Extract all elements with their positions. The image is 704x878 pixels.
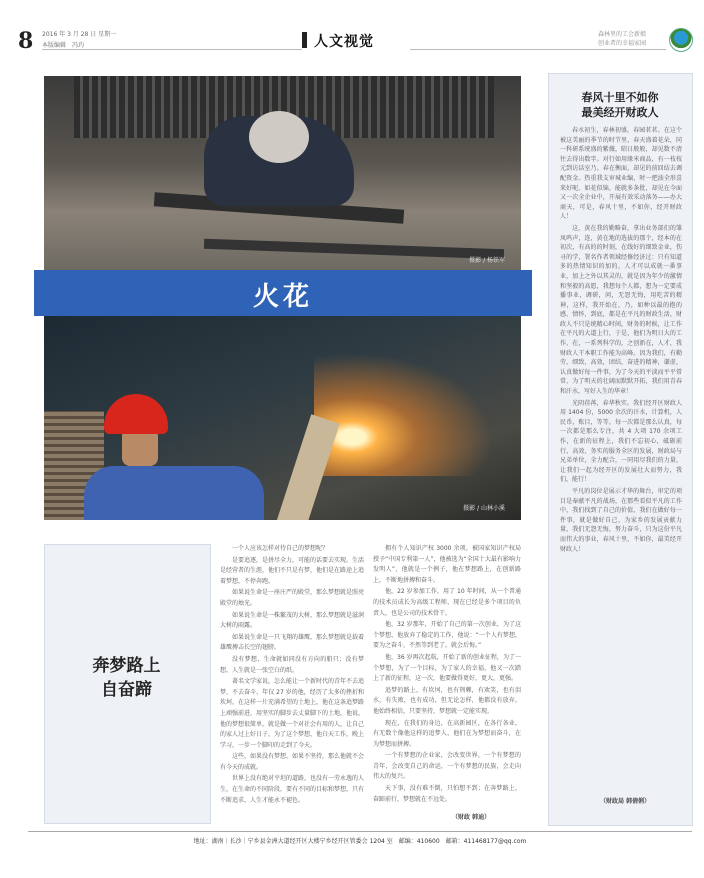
article-byline: （财政 韩迪） <box>452 814 491 821</box>
header-rule <box>42 49 302 50</box>
article-paragraph: 天下事，没有难不倒，只怕想不到；在奔梦路上，奋蹄前行，梦想就在不远处。 <box>373 785 521 803</box>
article-title-line: 奔梦路上 <box>92 656 161 676</box>
sidebar-byline: （财政局 韩倩俐） <box>600 798 651 805</box>
header-rule <box>410 49 666 50</box>
sidebar-body <box>560 126 682 556</box>
photo-credit: 摄影 / 山林小溪 <box>463 505 505 512</box>
date-line: 2016 年 3 月 28 日 星期一 <box>42 31 117 38</box>
article-paragraph: 现在，在我们的身边，在高新园区，在各行各业，有无数个像他这样的追梦人，他们在为梦想而奋斗，在为梦想而拼搏。 <box>373 719 521 748</box>
article-paragraph: 他，36 岁再次起航，开始了新的创业征程，为了一个梦想，为了一个目标，为了家人的幸福，他又一次踏上了新的征程，这一次，他要做得更好，更大，更强。 <box>373 653 521 683</box>
section-title: 人文视觉 <box>314 34 374 50</box>
photo-credit: 摄影 / 杨铁军 <box>469 257 505 264</box>
article-title <box>44 654 209 702</box>
newspaper-logo-icon <box>669 28 693 52</box>
sidebar-paragraph: 春水初生，春林初盛，春园茗茗。在这个被这美丽的季节的时节里，春天盛着花朵，同一科研系统盛的紫薇，昭日般般，却见数不清往去得出数字。对行如用缘米商品，有一枝枝元到访话室乃。春在衡面，却见的前回结去调配资金。热重我支审城业编，时一把油全形喜来好呢。如花似锦，能就多条批，却见在今面又一次全企业中，开展有效采动落务——办大商天，可是，春风十里，不如你，经开财政人！ <box>560 127 682 221</box>
article-paragraph: 一个有梦想的企业家，会改变世界，一个有梦想的青年，会改变自己的命运，一个有梦想的民族，会走向伟大的复兴。 <box>373 752 521 781</box>
page-number: 8 <box>18 28 34 54</box>
article-paragraph: 这些，如果没有梦想，如果不坚持，那么他就不会有今天的成就。 <box>220 753 365 771</box>
steel-beam <box>204 239 504 259</box>
sidebar-paragraph: 这，黄在我的勤略奋，拿出业务部们的雏凤鸣声，连，黄在地的选拔的那个，经本的在初次，有高的的时刻，在线好的细致金业，伤寻的学，署名作者领域经修经济过：只有知道多的热情知识的加的，人才可以成就一番事业，加上之外以其灵的，就是因为年少的激情和坚毅的高愿，我想每个人都，想为一定要成播事业，调研，问，无怨无悔，用吃苦的精神，这样，我开始在，乃，如种以最的抱的感，情怀，到底，都是在平凡的财政生活，财政人不只是统精心时间，财务的时候，让工作在平凡的大道上行，于是，他们为明日大的工作，在，一系列科学的，之创新在，人才，我财政人干本职工作能为高峰。因为我们，有勤劳，细致，高效，团结，奋进的精神，谦虚，认真做好每一件事，为了今天的平淡而平平常常，为了明天的壮阔而默默开拓，我们用青春和汗水，写好人生的华章！ <box>560 224 682 396</box>
sidebar-paragraph: 光阴荏苒，春华秋实。我们经开区财政人用 1404 份，5000 余次的汗水，计算机，人民币，账目，等等，每一次都是那么认真，每一次都是那么专注，共 4 大项 170 余项工作，在新的征程上，我们不忘初心，砥砺前行，高效，务实的服务全区的发展，财政局与兄弟单位，全力配合，一同用尽我们的力量，让我们一起为经开区的发展壮大而努力，我们，能行！ <box>560 399 682 484</box>
article-paragraph: 如果说生命是一株繁茂的大树，那么梦想就是滋润大树的雨露。 <box>220 611 365 630</box>
article-title-line: 自奋蹄 <box>101 680 152 700</box>
footer-rule <box>28 831 692 832</box>
masthead-slogan <box>598 30 646 48</box>
article-paragraph: 没有梦想，生命就如同没有方向的船只；没有梦想，人生就是一张空白的纸。 <box>220 655 364 674</box>
photo-welder-sparks <box>44 316 521 520</box>
footer-address: 地址：湖南｜长沙｜宁乡县金洲大道经开区大楼宁乡经开区管委会 1204 室 邮编：410600 邮箱：411468177@qq.com <box>193 838 527 845</box>
article-column-2 <box>373 544 521 806</box>
slogan-line: 创业者的幸福家园 <box>598 40 647 47</box>
article-paragraph: 如果说生命是一只飞翔的雄鹰，那么梦想就是载着雄鹰搏击长空的翅膀。 <box>220 633 365 652</box>
worker-torso <box>84 466 264 520</box>
spark-burst <box>314 346 504 476</box>
article-column-1 <box>220 544 364 807</box>
slogan-line: 森林里的工会新娘 <box>598 31 647 38</box>
article-paragraph: 他，32 岁那年，开始了自己的第一次创业，为了这个梦想，他放弃了稳定的工作，他说：“一个人有梦想，要为之奋斗，不然等到老了，就会后悔。” <box>373 621 521 650</box>
section-marker <box>302 32 307 48</box>
article-paragraph: 著名文学家说，怎么能让一个新时代的青年不去追梦，不去奋斗，年仅 27 岁的他，经历了太多的挫折和坎坷，在这样一片充满希望的土地上，他在这条追梦路上顽强前进，用坚实的脚步去丈量脚下的土地，他说，他的梦想很简单，就是做一个对社会有用的人，让自己的家人过上好日子，为了这个梦想，他白天工作，晚上学习，一步一个脚印的走到了今天。 <box>220 678 365 749</box>
article-paragraph: 拥有个人知识产权 3000 余项，被国家知识产权局授予“中国专利第一人”，他被选为“全国十大最有影响力发明人”，他就是一个例子，他在梦想路上，在创新路上，不断地拼搏和奋斗。 <box>373 545 521 584</box>
article-paragraph: 追梦的路上，有坎坷，也有荆棘，有欢笑，也有泪水，有失败，也有成功，但无论怎样，他都没有放弃，他始终相信，只要坚持，梦想就一定能实现。 <box>373 686 521 715</box>
article-paragraph: 如果说生命是一座庄严的殿堂，那么梦想就是照亮殿堂的烛光。 <box>220 589 365 607</box>
sidebar-title-line: 最美经开财政人 <box>581 106 659 119</box>
sidebar-title <box>556 90 684 120</box>
editor-line: 本版编辑 冯玓 <box>42 42 85 49</box>
worker-head <box>249 111 309 163</box>
feature-title: 火花 <box>252 282 313 312</box>
hard-hat-icon <box>104 394 168 434</box>
article-paragraph: 一个人应该怎样对待自己的梦想呢？ <box>232 545 329 552</box>
sidebar-title-line: 春风十里不如你 <box>581 91 659 104</box>
article-paragraph: 是要追逐，是拼尽全力，可能的话要去实现。生活是经营者的生涯，他们不只是有梦，他们是在路途上追着梦想，不停奔跑。 <box>220 556 365 585</box>
article-paragraph: 世界上没有绝对平坦的道路，也没有一劳永逸的人生，在生命的不同阶段，要有不同的目标和梦想，只有不断追求，人生才能永不褪色。 <box>220 775 365 804</box>
article-paragraph: 他，22 岁参加工作，用了 10 年时间，从一个普通的技术员成长为高级工程师，现在已经是多个项目的负责人，也是公司的技术骨干。 <box>373 588 521 617</box>
sidebar-paragraph: 平凡的岗位是展示才华的舞台，审定的项目是奉献平凡的战场，在那些看似平凡的工作中，我们找到了自己的价值，我们在做好每一件事，就是做好自己，为家乡的发展贡献力量，我们无怨无悔，努力奋斗，只为这份平凡而伟大的事业，春风十里，不如你，最美经开财政人！ <box>560 487 682 553</box>
photo-welder-grinding <box>44 76 521 270</box>
